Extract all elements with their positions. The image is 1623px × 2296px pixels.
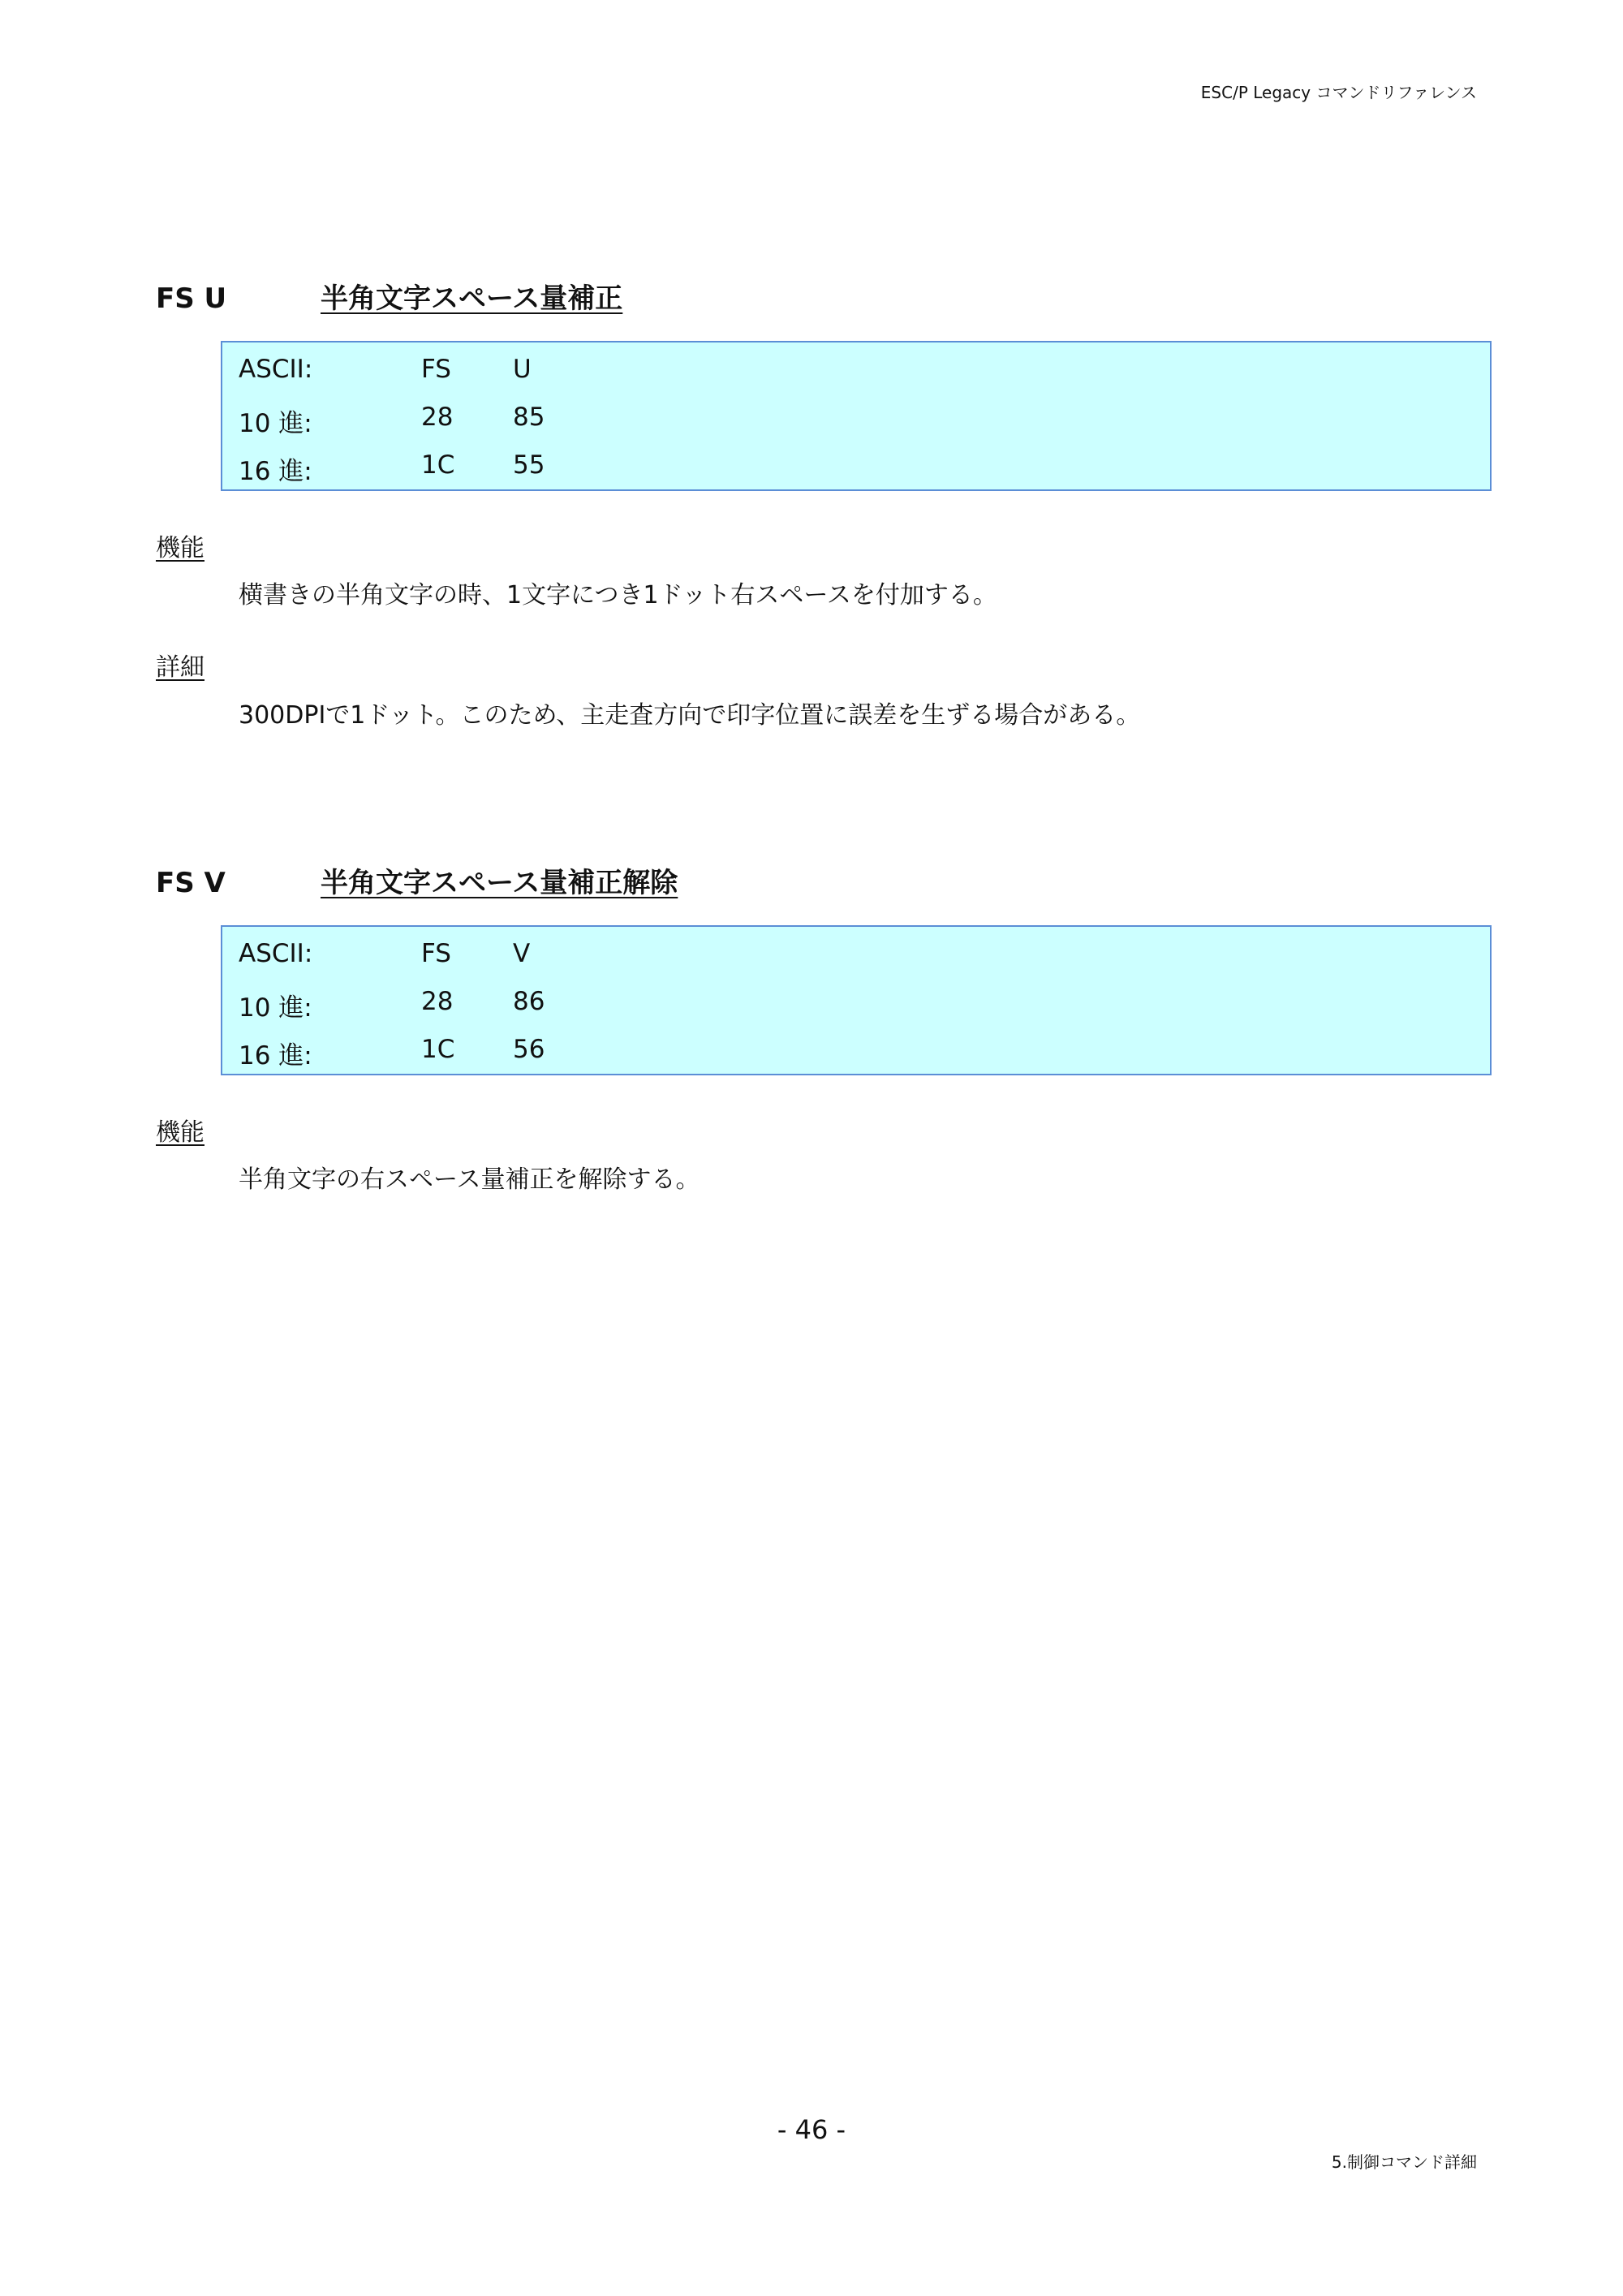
- code-label: 10 進:: [239, 993, 312, 1023]
- code-label: 10 進:: [239, 409, 312, 438]
- code-table-fs-u: [221, 341, 1492, 491]
- code-value-2: 85: [513, 403, 545, 432]
- code-value-2: V: [513, 939, 531, 968]
- code-value-1: 28: [421, 987, 454, 1016]
- code-label: ASCII:: [239, 939, 313, 968]
- code-value-1: 1C: [421, 450, 455, 480]
- function-text: 半角文字の右スペース量補正を解除する。: [239, 1165, 700, 1194]
- document-header: ESC/P Legacy コマンドリファレンス: [1200, 83, 1477, 102]
- detail-heading: 詳細: [156, 653, 204, 682]
- detail-text: 300DPIで1ドット。このため、主走査方向で印字位置に誤差を生ずる場合がある。: [239, 701, 1141, 730]
- code-value-1: FS: [421, 939, 451, 968]
- command-title: 半角文字スペース量補正解除: [321, 867, 678, 899]
- page-number: - 46 -: [777, 2114, 846, 2145]
- code-value-2: 86: [513, 987, 545, 1016]
- code-value-1: FS: [421, 355, 451, 384]
- code-value-1: 28: [421, 403, 454, 432]
- function-heading: 機能: [156, 1118, 204, 1147]
- code-value-2: U: [513, 355, 532, 384]
- section-title-fs-v: [156, 860, 678, 900]
- section-title-fs-u: [156, 276, 622, 316]
- code-table-fs-v: [221, 925, 1492, 1075]
- code-label: 16 進:: [239, 1041, 312, 1070]
- command-title: 半角文字スペース量補正: [321, 282, 623, 315]
- code-value-2: 56: [513, 1035, 545, 1064]
- code-value-2: 55: [513, 450, 545, 480]
- command-name: FS V: [156, 867, 226, 899]
- code-value-1: 1C: [421, 1035, 455, 1064]
- function-text: 横書きの半角文字の時、1文字につき1ドット右スペースを付加する。: [239, 581, 997, 610]
- code-label: 16 進:: [239, 457, 312, 486]
- code-label: ASCII:: [239, 355, 313, 384]
- command-name: FS U: [156, 282, 227, 315]
- chapter-footer: 5.制御コマンド詳細: [1331, 2152, 1477, 2172]
- function-heading: 機能: [156, 534, 204, 562]
